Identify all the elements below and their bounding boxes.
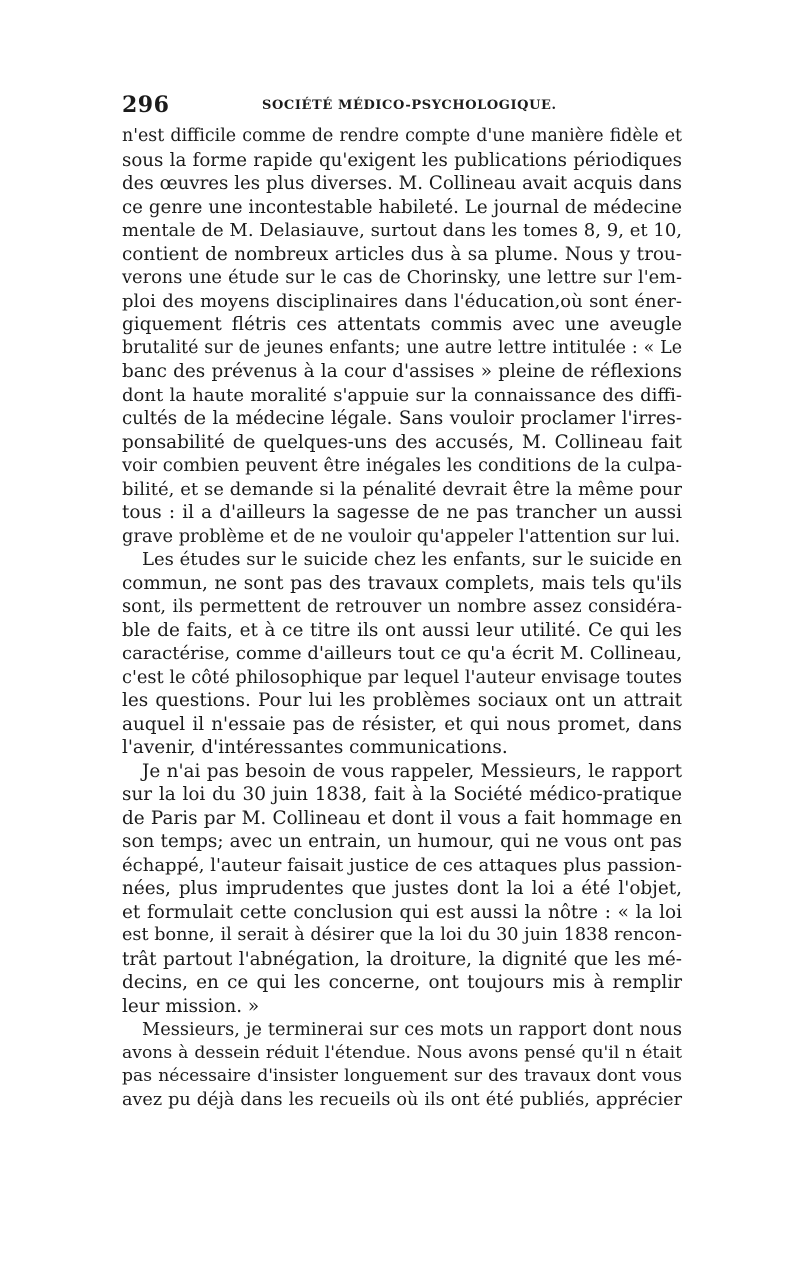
text-line: cultés de la médecine légale. Sans vouloir proclamer l'irres- <box>122 408 682 429</box>
text-line: commun, ne sont pas des travaux complets, mais tels qu'ils <box>122 572 682 594</box>
text-line: verons une étude sur le cas de Chorinsky, une lettre sur l'em- <box>122 267 682 288</box>
text-line: échappé, l'auteur faisait justice de ces attaques plus passion- <box>122 854 682 876</box>
text-line: ponsabilité de quelques-uns des accusés, M. Collineau fait <box>122 431 682 453</box>
text-line: sont, ils permettent de retrouver un nombre assez considéra- <box>122 596 682 617</box>
text-line: giquement flétris ces attentats commis avec une aveugle <box>122 314 682 335</box>
running-head: SOCIÉTÉ MÉDICO-PSYCHOLOGIQUE. <box>262 98 557 113</box>
text-line: l'avenir, d'intéressantes communications. <box>122 737 508 758</box>
text-line: est bonne, il serait à désirer que la loi du 30 juin 1838 rencon- <box>122 925 682 945</box>
text-line: nées, plus imprudentes que justes dont la loi a été l'objet, <box>122 878 682 899</box>
text-line: dont la haute moralité s'appuie sur la connaissance des diffi- <box>122 384 682 406</box>
text-line: c'est le côté philosophique par lequel l'auteur envisage toutes <box>122 666 682 688</box>
page-number: 296 <box>122 92 170 118</box>
text-line: ce genre une incontestable habileté. Le journal de médecine <box>122 196 682 218</box>
text-line: caractérise, comme d'ailleurs tout ce qu'a écrit M. Collineau, <box>122 643 682 664</box>
text-line: tous : il a d'ailleurs la sagesse de ne pas trancher un aussi <box>122 502 682 523</box>
text-line: et formulait cette conclusion qui est aussi la nôtre : « la loi <box>122 901 682 923</box>
text-line: ble de faits, et à ce titre ils ont aussi leur utilité. Ce qui les <box>122 619 682 641</box>
text-line: les questions. Pour lui les problèmes sociaux ont un attrait <box>122 690 682 711</box>
text-line: ploi des moyens disciplinaires dans l'éducation,où sont éner- <box>122 290 682 312</box>
text-line: des œuvres les plus diverses. M. Collineau avait acquis dans <box>122 173 682 194</box>
text-line: Je n'ai pas besoin de vous rappeler, Messieurs, le rapport <box>142 760 682 782</box>
text-line: de Paris par M. Collineau et dont il vous a fait hommage en <box>122 807 682 829</box>
text-line: avons à dessein réduit l'étendue. Nous avons pensé qu'il n était <box>122 1042 682 1063</box>
text-line: sous la forme rapide qu'exigent les publications périodiques <box>122 149 682 171</box>
text-line: voir combien peuvent être inégales les conditions de la culpa- <box>122 455 682 476</box>
body-text <box>122 125 682 1112</box>
text-line: Les études sur le suicide chez les enfants, sur le suicide en <box>142 549 682 570</box>
text-line: pas nécessaire d'insister longuement sur des travaux dont vous <box>122 1066 682 1086</box>
text-line: Messieurs, je terminerai sur ces mots un rapport dont nous <box>142 1019 682 1040</box>
text-line: leur mission. » <box>122 995 260 1017</box>
text-line: contient de nombreux articles dus à sa plume. Nous y trou- <box>122 243 682 265</box>
text-line: son temps; avec un entrain, un humour, qui ne vous ont pas <box>122 831 682 852</box>
text-line: n'est difficile comme de rendre compte d'une manière fidèle et <box>122 126 682 146</box>
text-line: banc des prévenus à la cour d'assises » pleine de réflexions <box>122 361 682 382</box>
text-line: grave problème et de ne vouloir qu'appeler l'attention sur lui. <box>122 525 681 547</box>
text-line: brutalité sur de jeunes enfants; une autre lettre intitulée : « Le <box>122 337 682 358</box>
text-line: mentale de M. Delasiauve, surtout dans les tomes 8, 9, et 10, <box>122 220 682 241</box>
text-line: sur la loi du 30 juin 1838, fait à la Société médico-pratique <box>122 784 682 805</box>
text-line: trât partout l'abnégation, la droiture, la dignité que les mé- <box>122 948 682 970</box>
text-line: auquel il n'essaie pas de résister, et qui nous promet, dans <box>122 713 682 735</box>
text-line: avez pu déjà dans les recueils où ils ont été publiés, apprécier <box>122 1089 682 1110</box>
text-line: bilité, et se demande si la pénalité devrait être la même pour <box>122 478 682 500</box>
page-header <box>122 92 682 122</box>
text-line: decins, en ce qui les concerne, ont toujours mis à remplir <box>122 972 682 993</box>
